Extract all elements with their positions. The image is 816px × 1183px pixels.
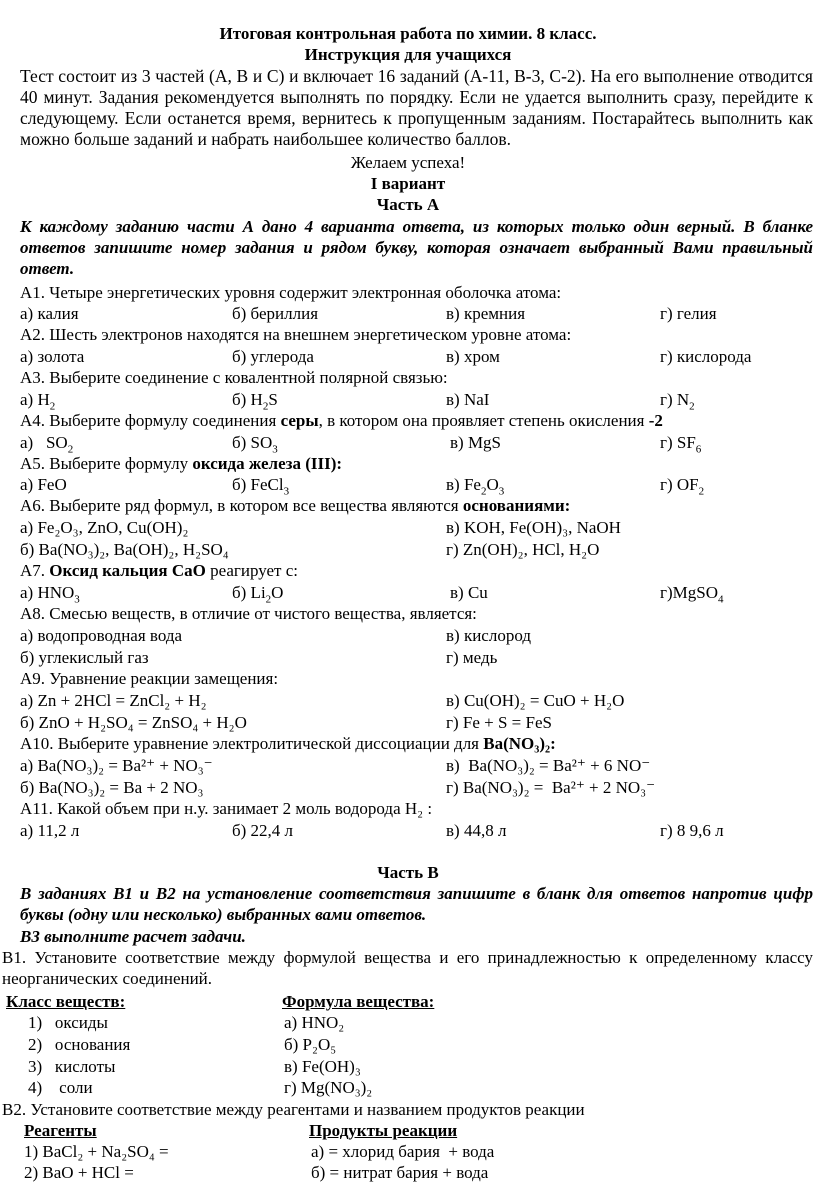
a11-option-a: а) 11,2 л [20, 821, 80, 840]
b2-column-products: Продукты реакции [309, 1121, 458, 1140]
question-b2: В2. Установите соответствие между реагентами и названием продуктов реакции [2, 1100, 585, 1119]
a4-option-a: а) $SO_2$ [20, 433, 74, 456]
a2-option-d: г) кислорода [660, 347, 752, 366]
wish-text: Желаем успеха! [350, 153, 466, 172]
a3-option-d: г) $N_2$ [660, 390, 695, 413]
a1-option-d: г) гелия [660, 304, 717, 323]
a7-option-c: в) Cu [450, 583, 488, 602]
instruction-text: Тест состоит из 3 частей (А, В и С) и включает 16 заданий (А-11, В-3, С-2). На его выполнение отводится 40 минут. Задания рекомендуется выполнять по порядку. Если не удается выполнить сразу, перейдите к следующему. Если останется время, вернитесь к пропущенным заданиям. Постарайтесь выполнить как можно больше заданий и набрать наибольшее количество баллов. [20, 66, 813, 149]
a6-option-d: г) Zn(OH)₂, HCl, H₂O [446, 540, 600, 559]
a7-option-b: б) $Li_2O$ [232, 583, 284, 606]
question-a11: А11. Какой объем при н.у. занимает 2 моль водорода H₂ : [20, 799, 433, 818]
a2-option-a: а) золота [20, 347, 85, 366]
a4-option-c: в) MgS [450, 433, 502, 452]
a1-option-c: в) кремния [446, 304, 526, 323]
question-a3: А3. Выберите соединение с ковалентной полярной связью: [20, 368, 448, 387]
a8-option-b: б) углекислый газ [20, 648, 149, 667]
a3-option-c: в) NaI [446, 390, 490, 409]
a1-option-b: б) бериллия [232, 304, 319, 323]
b2-reagent-item: 1) BaCl₂ + Na₂SO₄ = [24, 1142, 169, 1161]
question-a9: А9. Уравнение реакции замещения: [20, 669, 279, 688]
question-a8: А8. Смесью веществ, в отличие от чистого вещества, является: [20, 604, 477, 623]
variant-heading: I вариант [370, 174, 446, 193]
a5-option-d: г) $OF_2$ [660, 475, 705, 498]
a10-option-b: б) Ba(NO₃)₂ = Ba + 2 NO₃ [20, 778, 204, 797]
a9-option-c: в) Cu(OH)₂ = CuO + H₂O [446, 691, 625, 710]
a8-option-d: г) медь [446, 648, 498, 667]
b1-class-item: 1) оксиды [28, 1013, 108, 1032]
question-a4: А4. Выберите формулу соединения серы, в котором она проявляет степень окисления -2 [20, 411, 663, 430]
b1-formula-item: г) Mg(NO₃)₂ [284, 1078, 373, 1097]
question-a7: А7. Оксид кальция CaO реагирует с: [20, 561, 298, 580]
a4-option-d: г) $SF_6$ [660, 433, 702, 456]
instruction-heading: Инструкция для учащихся [304, 45, 512, 64]
part-a-heading: Часть А [376, 195, 440, 214]
b2-column-reagents: Реагенты [24, 1121, 97, 1140]
a6-option-c: в) KOH, Fe(OH)₃, NaOH [446, 518, 621, 537]
b1-formula-item: в) Fe(OH)₃ [284, 1057, 361, 1076]
a2-option-b: б) углерода [232, 347, 314, 366]
a11-option-d: г) 8 9,6 л [660, 821, 724, 840]
a4-option-b: б) $SO_3$ [232, 433, 278, 456]
a6-option-b: б) Ba(NO₃)₂, Ba(OH)₂, H₂SO₄ [20, 540, 229, 559]
a11-option-c: в) 44,8 л [446, 821, 507, 840]
question-b1: В1. Установите соответствие между формулой вещества и его принадлежностью к определенному классу неорганических соединений. [2, 948, 813, 988]
question-a10: А10. Выберите уравнение электролитической диссоциации для Ba(NO₃)₂: [20, 734, 556, 753]
question-a2: А2. Шесть электронов находятся на внешнем энергетическом уровне атома: [20, 325, 572, 344]
a6-option-a: а) Fe₂O₃, ZnO, Cu(OH)₂ [20, 518, 189, 537]
a10-option-c: в) Ba(NO₃)₂ = Ba²⁺ + 6 NO⁻ [446, 756, 651, 775]
b1-class-item: 2) основания [28, 1035, 131, 1054]
part-b-instruction-b3: В3 выполните расчет задачи. [20, 927, 246, 946]
a5-option-c: в) $Fe_2O_3$ [446, 475, 505, 498]
a10-option-d: г) Ba(NO₃)₂ = Ba²⁺ + 2 NO₃⁻ [446, 778, 656, 797]
b2-product-item: а) = хлорид бария + вода [311, 1142, 495, 1161]
b2-product-item: б) = нитрат бария + вода [311, 1163, 489, 1182]
a9-option-d: г) Fe + S = FeS [446, 713, 552, 732]
b1-column-class: Класс веществ: [6, 992, 126, 1011]
a7-option-a: а) $HNO_3$ [20, 583, 80, 606]
question-a1: А1. Четыре энергетических уровня содержит электронная оболочка атома: [20, 283, 562, 302]
a9-option-a: а) Zn + 2HCl = ZnCl₂ + H₂ [20, 691, 207, 710]
a3-option-b: б) $H_2S$ [232, 390, 278, 413]
part-b-heading: Часть В [377, 863, 439, 882]
a5-option-b: б) FeCl$_3$ [232, 475, 290, 498]
part-b-instruction: В заданиях В1 и В2 на установление соответствия запишите в бланк для ответов напротив цифр буквы (одну или несколько) выбранных вами ответов. [20, 884, 813, 924]
a9-option-b: б) ZnO + H₂SO₄ = ZnSO₄ + H₂O [20, 713, 247, 732]
a10-option-a: а) Ba(NO₃)₂ = Ba²⁺ + NO₃⁻ [20, 756, 213, 775]
a3-option-a: а) $H_2$ [20, 390, 56, 413]
b1-class-item: 3) кислоты [28, 1057, 116, 1076]
b1-formula-item: а) HNO₂ [284, 1013, 345, 1032]
document-title: Итоговая контрольная работа по химии. 8 класс. [219, 24, 597, 43]
b1-formula-item: б) P₂O₅ [284, 1035, 337, 1054]
a8-option-c: в) кислород [446, 626, 531, 645]
question-a6: А6. Выберите ряд формул, в котором все вещества являются основаниями: [20, 496, 571, 515]
part-a-instruction: К каждому заданию части А дано 4 варианта ответа, из которых только один верный. В бланке ответов запишите номер задания и рядом букву, которая означает выбранный Вами правильный ответ. [20, 217, 813, 278]
a11-option-b: б) 22,4 л [232, 821, 294, 840]
b1-column-formula: Формула вещества: [282, 992, 435, 1011]
b2-reagent-item: 2) BaO + HCl = [24, 1163, 134, 1182]
a8-option-a: а) водопроводная вода [20, 626, 183, 645]
question-a5: А5. Выберите формулу оксида железа (III): [20, 454, 343, 473]
a2-option-c: в) хром [446, 347, 500, 366]
a5-option-a: а) FeO [20, 475, 67, 494]
a1-option-a: а) калия [20, 304, 79, 323]
b1-class-item: 4) соли [28, 1078, 93, 1097]
a7-option-d: г)MgSO$_4$ [660, 583, 724, 606]
